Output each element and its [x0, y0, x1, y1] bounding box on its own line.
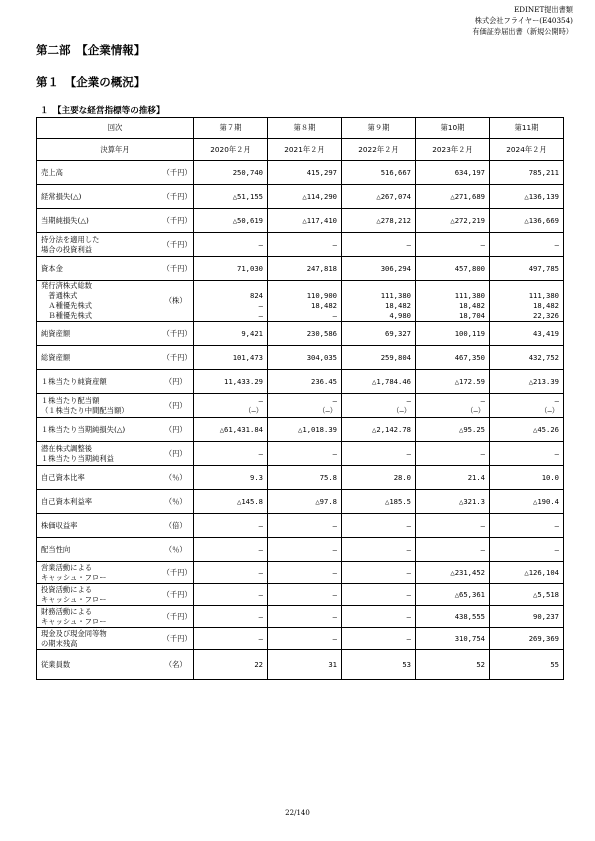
value-cell: 259,804: [342, 346, 416, 370]
value-cell: △95.25: [416, 418, 490, 442]
value-cell: ―: [342, 538, 416, 562]
value-cell: ―: [268, 538, 342, 562]
row-unit: （千円）: [159, 233, 194, 257]
table-row: [37, 466, 564, 490]
value-cell: 824 ― ―: [194, 281, 268, 322]
row-unit: （円）: [159, 394, 194, 418]
value-cell: ―: [194, 514, 268, 538]
value-cell: ―: [416, 538, 490, 562]
row-unit: （円）: [159, 418, 194, 442]
row-unit: （％）: [159, 538, 194, 562]
value-cell: ―: [416, 442, 490, 466]
value-cell: △126,104: [490, 562, 564, 584]
table-row: [37, 394, 564, 418]
value-cell: ― （―）: [342, 394, 416, 418]
row-unit: （千円）: [159, 161, 194, 185]
period-row: [37, 118, 564, 139]
value-cell: △50,619: [194, 209, 268, 233]
table-row: [37, 628, 564, 650]
value-cell: △97.8: [268, 490, 342, 514]
table-row: [37, 185, 564, 209]
fiscal-cell: 2023年２月: [416, 139, 490, 161]
value-cell: △321.3: [416, 490, 490, 514]
row-unit: （倍）: [159, 514, 194, 538]
period-cell: 第９期: [342, 118, 416, 139]
value-cell: △1,018.39: [268, 418, 342, 442]
value-cell: ―: [342, 233, 416, 257]
table-row: [37, 490, 564, 514]
page-number: 22/140: [285, 809, 310, 817]
value-cell: 111,380 18,482 4,980: [342, 281, 416, 322]
table-row: [37, 233, 564, 257]
row-label: 経常損失(△): [37, 185, 159, 209]
document-header: [472, 4, 573, 37]
row-unit: （千円）: [159, 257, 194, 281]
value-cell: ―: [342, 514, 416, 538]
table-body: [37, 118, 564, 680]
row-label: 配当性向: [37, 538, 159, 562]
value-cell: 69,327: [342, 322, 416, 346]
row-label: 営業活動による キャッシュ・フロー: [37, 562, 159, 584]
value-cell: △114,290: [268, 185, 342, 209]
value-cell: 43,419: [490, 322, 564, 346]
value-cell: △61,431.84: [194, 418, 268, 442]
value-cell: ―: [194, 233, 268, 257]
value-cell: 236.45: [268, 370, 342, 394]
value-cell: 785,211: [490, 161, 564, 185]
value-cell: 90,237: [490, 606, 564, 628]
value-cell: △172.59: [416, 370, 490, 394]
value-cell: 100,119: [416, 322, 490, 346]
value-cell: ―: [490, 233, 564, 257]
value-cell: △2,142.78: [342, 418, 416, 442]
value-cell: 516,667: [342, 161, 416, 185]
value-cell: ―: [268, 562, 342, 584]
value-cell: 306,294: [342, 257, 416, 281]
row-label: 当期純損失(△): [37, 209, 159, 233]
value-cell: ―: [268, 628, 342, 650]
value-cell: △145.8: [194, 490, 268, 514]
value-cell: ―: [490, 442, 564, 466]
value-cell: 634,197: [416, 161, 490, 185]
value-cell: ― （―）: [194, 394, 268, 418]
table-row: [37, 418, 564, 442]
value-cell: △136,669: [490, 209, 564, 233]
row-label: 純資産額: [37, 322, 159, 346]
value-cell: 415,297: [268, 161, 342, 185]
table-row: [37, 442, 564, 466]
row-label: 投資活動による キャッシュ・フロー: [37, 584, 159, 606]
row-unit: （％）: [159, 466, 194, 490]
table-row: [37, 650, 564, 680]
table-row: [37, 281, 564, 322]
value-cell: ―: [194, 442, 268, 466]
value-cell: △136,139: [490, 185, 564, 209]
value-cell: ―: [194, 606, 268, 628]
value-cell: 101,473: [194, 346, 268, 370]
row-unit: （千円）: [159, 209, 194, 233]
value-cell: ―: [268, 442, 342, 466]
period-cell: 第８期: [268, 118, 342, 139]
row-label: 売上高: [37, 161, 159, 185]
value-cell: ― （―）: [490, 394, 564, 418]
row-unit: （千円）: [159, 562, 194, 584]
value-cell: △278,212: [342, 209, 416, 233]
section-title: 第１ 【企業の概況】: [36, 75, 146, 89]
table-row: [37, 257, 564, 281]
row-label: 資本金: [37, 257, 159, 281]
row-label: １株当たり純資産額: [37, 370, 159, 394]
row-label: 総資産額: [37, 346, 159, 370]
row-label: １株当たり配当額 （１株当たり中間配当額）: [37, 394, 159, 418]
value-cell: △117,410: [268, 209, 342, 233]
value-cell: 457,800: [416, 257, 490, 281]
value-cell: 53: [342, 650, 416, 680]
table-row: [37, 161, 564, 185]
value-cell: △272,219: [416, 209, 490, 233]
value-cell: 28.0: [342, 466, 416, 490]
value-cell: 10.0: [490, 466, 564, 490]
value-cell: △190.4: [490, 490, 564, 514]
value-cell: ―: [490, 538, 564, 562]
row-unit: （千円）: [159, 185, 194, 209]
row-label: 持分法を適用した 場合の投資利益: [37, 233, 159, 257]
value-cell: 71,030: [194, 257, 268, 281]
period-cell: 第11期: [490, 118, 564, 139]
value-cell: ―: [268, 584, 342, 606]
value-cell: 110,900 18,482 ―: [268, 281, 342, 322]
value-cell: 310,754: [416, 628, 490, 650]
value-cell: ―: [194, 584, 268, 606]
value-cell: ―: [416, 514, 490, 538]
row-label: 株価収益率: [37, 514, 159, 538]
row-label: 従業員数: [37, 650, 159, 680]
row-label: 自己資本比率: [37, 466, 159, 490]
fiscal-cell: 2022年２月: [342, 139, 416, 161]
value-cell: 467,350: [416, 346, 490, 370]
value-cell: 230,586: [268, 322, 342, 346]
value-cell: ―: [490, 514, 564, 538]
part-title: 第二部 【企業情報】: [36, 43, 146, 57]
value-cell: ―: [342, 628, 416, 650]
table-row: [37, 584, 564, 606]
row-label: １株当たり当期純損失(△): [37, 418, 159, 442]
value-cell: 52: [416, 650, 490, 680]
value-cell: 11,433.29: [194, 370, 268, 394]
value-cell: 22: [194, 650, 268, 680]
value-cell: 304,035: [268, 346, 342, 370]
table-row: [37, 209, 564, 233]
value-cell: 31: [268, 650, 342, 680]
value-cell: △65,361: [416, 584, 490, 606]
value-cell: △51,155: [194, 185, 268, 209]
row-label: 現金及び現金同等物 の期末残高: [37, 628, 159, 650]
fiscal-row: [37, 139, 564, 161]
value-cell: ― （―）: [268, 394, 342, 418]
value-cell: 111,380 18,482 22,326: [490, 281, 564, 322]
financial-indicators-table: [36, 117, 564, 680]
row-label: 自己資本利益率: [37, 490, 159, 514]
header-line-1: EDINET提出書類: [514, 5, 573, 14]
value-cell: ―: [342, 562, 416, 584]
header-line-2: 株式会社フライヤー(E40354): [474, 16, 573, 25]
table-row: [37, 346, 564, 370]
value-cell: 55: [490, 650, 564, 680]
value-cell: ―: [268, 606, 342, 628]
value-cell: ―: [194, 628, 268, 650]
row-unit: （円）: [159, 442, 194, 466]
row-unit: （千円）: [159, 584, 194, 606]
value-cell: ― （―）: [416, 394, 490, 418]
value-cell: 111,380 18,482 18,704: [416, 281, 490, 322]
row-unit: （千円）: [159, 322, 194, 346]
row-unit: （千円）: [159, 606, 194, 628]
value-cell: 497,785: [490, 257, 564, 281]
table-row: [37, 606, 564, 628]
value-cell: △213.39: [490, 370, 564, 394]
value-cell: △1,784.46: [342, 370, 416, 394]
value-cell: △267,074: [342, 185, 416, 209]
fiscal-cell: 2020年２月: [194, 139, 268, 161]
row-unit: （円）: [159, 370, 194, 394]
value-cell: 9.3: [194, 466, 268, 490]
value-cell: ―: [342, 606, 416, 628]
value-cell: 269,369: [490, 628, 564, 650]
row-unit: （千円）: [159, 346, 194, 370]
value-cell: ―: [416, 233, 490, 257]
value-cell: 250,740: [194, 161, 268, 185]
value-cell: 9,421: [194, 322, 268, 346]
header-line-3: 有価証券届出書（新規公開時）: [472, 27, 573, 36]
fiscal-header: 決算年月: [37, 139, 194, 161]
fiscal-cell: 2021年２月: [268, 139, 342, 161]
row-unit: （株）: [159, 281, 194, 322]
row-unit: （％）: [159, 490, 194, 514]
value-cell: 21.4: [416, 466, 490, 490]
table-row: [37, 370, 564, 394]
table-row: [37, 322, 564, 346]
value-cell: △231,452: [416, 562, 490, 584]
value-cell: △45.26: [490, 418, 564, 442]
period-cell: 第10期: [416, 118, 490, 139]
row-label: 発行済株式総数 普通株式 Ａ種優先株式 Ｂ種優先株式: [37, 281, 159, 322]
row-unit: （名）: [159, 650, 194, 680]
row-unit: （千円）: [159, 628, 194, 650]
table-row: [37, 514, 564, 538]
table-row: [37, 538, 564, 562]
value-cell: ―: [342, 584, 416, 606]
value-cell: 438,555: [416, 606, 490, 628]
period-cell: 第７期: [194, 118, 268, 139]
value-cell: ―: [194, 562, 268, 584]
period-header: 回次: [37, 118, 194, 139]
value-cell: 75.8: [268, 466, 342, 490]
value-cell: ―: [342, 442, 416, 466]
subsection-title: １ 【主要な経営指標等の推移】: [40, 106, 165, 116]
value-cell: 432,752: [490, 346, 564, 370]
value-cell: ―: [268, 233, 342, 257]
table-row: [37, 562, 564, 584]
row-label: 財務活動による キャッシュ・フロー: [37, 606, 159, 628]
row-label: 潜在株式調整後 １株当たり当期純利益: [37, 442, 159, 466]
value-cell: △5,518: [490, 584, 564, 606]
fiscal-cell: 2024年２月: [490, 139, 564, 161]
value-cell: ―: [268, 514, 342, 538]
value-cell: △271,689: [416, 185, 490, 209]
value-cell: △185.5: [342, 490, 416, 514]
value-cell: ―: [194, 538, 268, 562]
value-cell: 247,818: [268, 257, 342, 281]
